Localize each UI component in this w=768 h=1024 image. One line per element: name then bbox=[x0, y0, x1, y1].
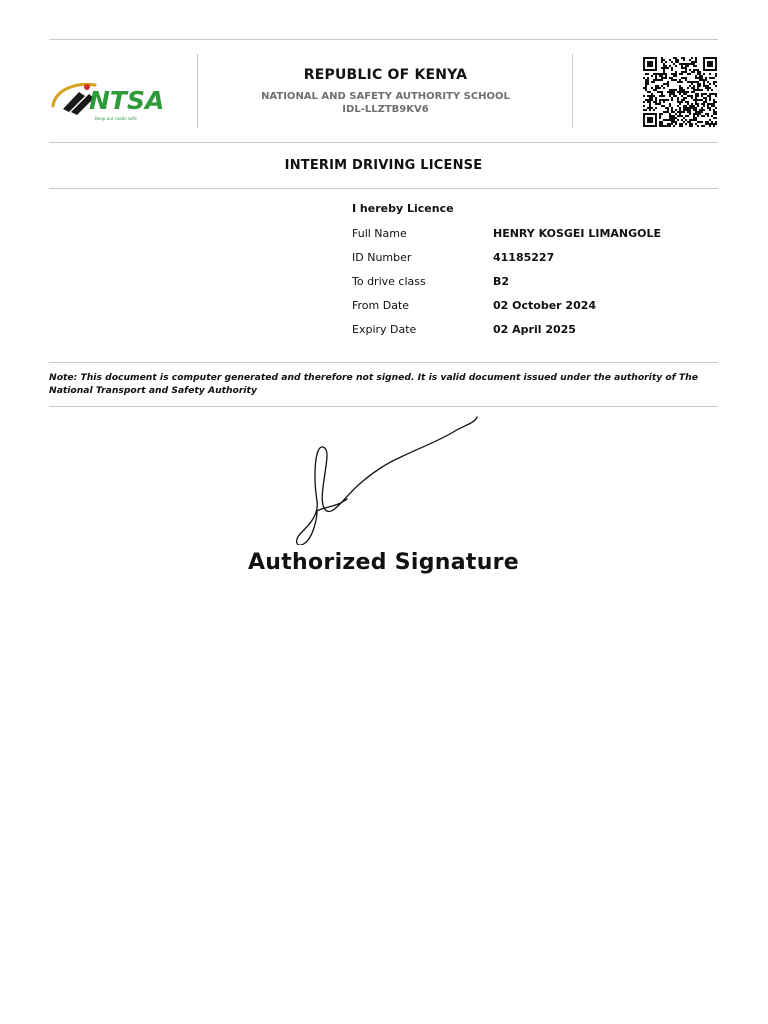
header-divider-right bbox=[572, 54, 573, 128]
qr-code-icon bbox=[643, 57, 717, 127]
license-details bbox=[49, 189, 718, 362]
document-header bbox=[49, 40, 718, 142]
field-label: To drive class bbox=[352, 275, 426, 288]
field-value: B2 bbox=[493, 275, 510, 288]
field-value: 02 April 2025 bbox=[493, 323, 576, 336]
signature-block bbox=[49, 407, 718, 587]
field-row-id-number bbox=[352, 251, 718, 267]
authority-name: NATIONAL AND SAFETY AUTHORITY SCHOOL bbox=[261, 91, 510, 102]
field-value: 41185227 bbox=[493, 251, 555, 264]
ntsa-logo bbox=[49, 54, 197, 128]
field-label: Expiry Date bbox=[352, 323, 417, 336]
signature-caption: Authorized Signature bbox=[247, 550, 520, 575]
svg-text:NTSA: NTSA bbox=[89, 86, 165, 115]
field-row-full-name bbox=[352, 227, 718, 243]
field-value: HENRY KOSGEI LIMANGOLE bbox=[493, 227, 662, 240]
header-divider-left bbox=[197, 54, 198, 128]
details-heading: I hereby Licence bbox=[352, 202, 454, 215]
logo-tagline: Keep our roads safe bbox=[95, 116, 137, 121]
disclaimer-note: Note: This document is computer generated and therefore not signed. It is valid document issued under the authority of The National Transport and Safety Authority bbox=[49, 372, 698, 396]
qr-code bbox=[643, 57, 717, 127]
license-document bbox=[49, 39, 718, 587]
field-label: Full Name bbox=[352, 227, 407, 240]
field-row-expiry-date bbox=[352, 323, 718, 339]
field-value: 02 October 2024 bbox=[493, 299, 597, 312]
field-row-class bbox=[352, 275, 718, 291]
field-row-from-date bbox=[352, 299, 718, 315]
license-title: INTERIM DRIVING LICENSE bbox=[284, 158, 483, 173]
ntsa-logo-icon bbox=[49, 54, 197, 128]
document-id: IDL-LLZTB9KV6 bbox=[342, 104, 429, 115]
header-title-block bbox=[199, 54, 572, 128]
handwritten-signature bbox=[289, 415, 489, 545]
field-label: From Date bbox=[352, 299, 410, 312]
qr-modules bbox=[643, 57, 717, 127]
field-label: ID Number bbox=[352, 251, 412, 264]
country-title: REPUBLIC OF KENYA bbox=[303, 67, 468, 83]
